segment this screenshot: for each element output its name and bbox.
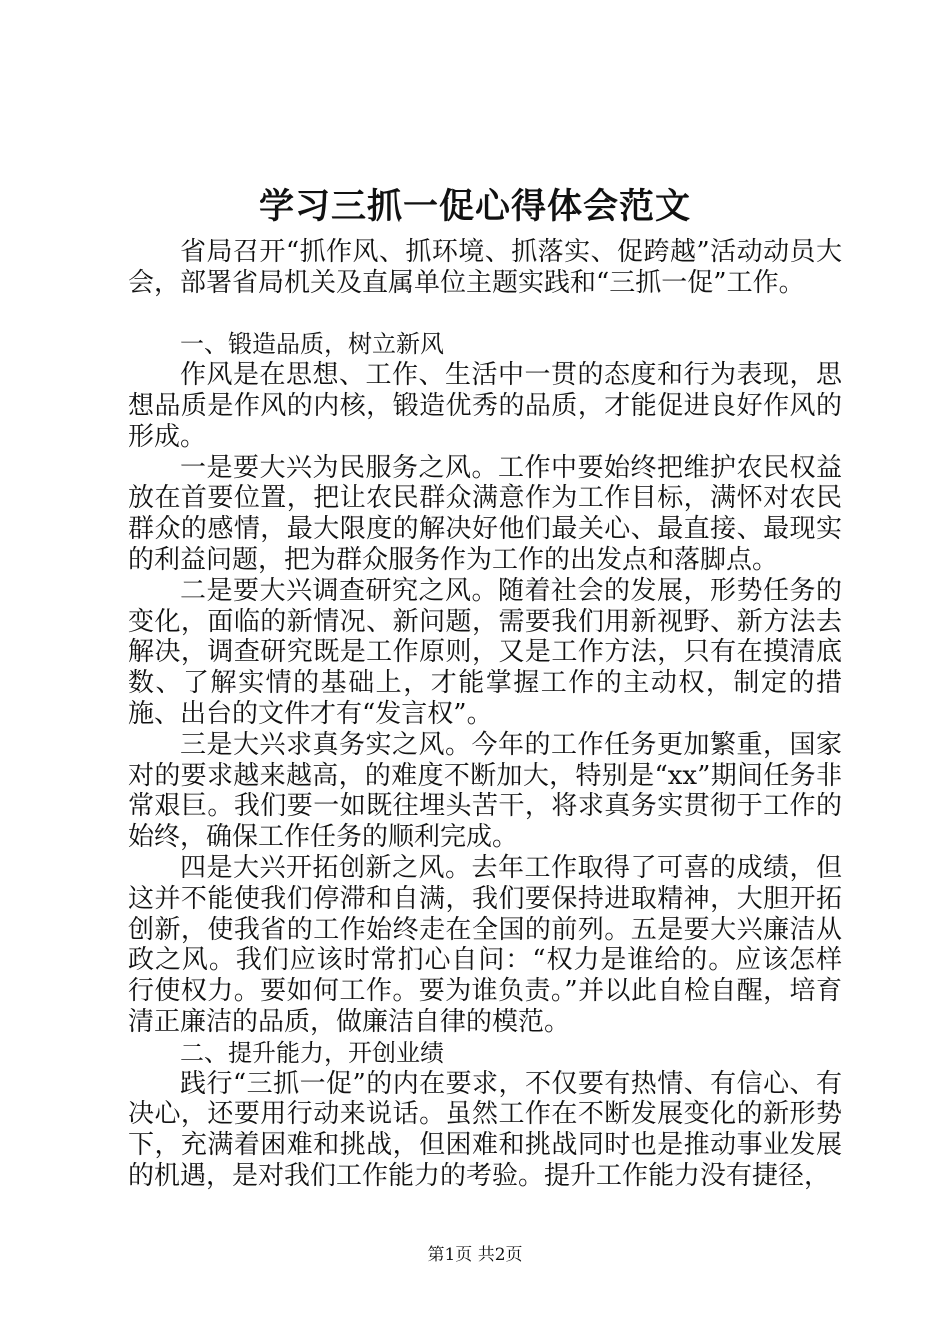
document-body [128,237,842,1192]
intro-paragraph: 省局召开“抓作风、抓环境、抓落实、促跨越”活动动员大会，部署省局机关及直属单位主题实践和“三抓一促”工作。 [128,237,842,298]
section-1-heading: 一、锻造品质，树立新风 [180,330,444,359]
section-2-heading: 二、提升能力，开创业绩 [180,1038,444,1067]
section-1-paragraph: 二是要大兴调查研究之风。随着社会的发展，形势任务的变化，面临的新情况、新问题，需要我们用新视野、新方法去解决，调查研究既是工作原则，又是工作方法，只有在摸清底数、了解实情的基础上，才能掌握工作的主动权，制定的措施、出台的文件才有“发言权”。 [128,575,842,729]
section-1-paragraph: 三是大兴求真务实之风。今年的工作任务更加繁重，国家对的要求越来越高，的难度不断加大，特别是“xx”期间任务非常艰巨。我们要一如既往埋头苦干，将求真务实贯彻于工作的始终，确保工作任务的顺利完成。 [128,729,842,853]
page-total: 共2页 [477,1245,523,1265]
page-number: 第1页 [427,1245,473,1265]
section-1-paragraph: 四是大兴开拓创新之风。去年工作取得了可喜的成绩，但这并不能使我们停滞和自满，我们要保持进取精神，大胆开拓创新，使我省的工作始终走在全国的前列。五是要大兴廉洁从政之风。我们应该时常扪心自问：“权力是谁给的。应该怎样行使权力。要如何工作。要为谁负责。”并以此自检自醒，培育清正廉洁的品质，做廉洁自律的模范。 [128,852,842,1037]
page-title: 学习三抓一促心得体会范文 [258,186,691,227]
section-1-paragraph: 一是要大兴为民服务之风。工作中要始终把维护农民权益放在首要位置，把让农民群众满意作为工作目标，满怀对农民群众的感情，最大限度的解决好他们最关心、最直接、最现实的利益问题，把为群众服务作为工作的出发点和落脚点。 [128,452,842,575]
section-2-paragraph: 践行“三抓一促”的内在要求，不仅要有热情、有信心、有决心，还要用行动来说话。虽然工作在不断发展变化的新形势下，充满着困难和挑战，但困难和挑战同时也是推动事业发展的机遇，是对我们工作能力的考验。提升工作能力没有捷径， [128,1068,842,1191]
section-1-paragraph: 作风是在思想、工作、生活中一贯的态度和行为表现，思想品质是作风的内核，锻造优秀的品质，才能促进良好作风的形成。 [128,360,842,452]
page-footer [0,1244,950,1266]
paragraph-spacer [128,299,842,330]
